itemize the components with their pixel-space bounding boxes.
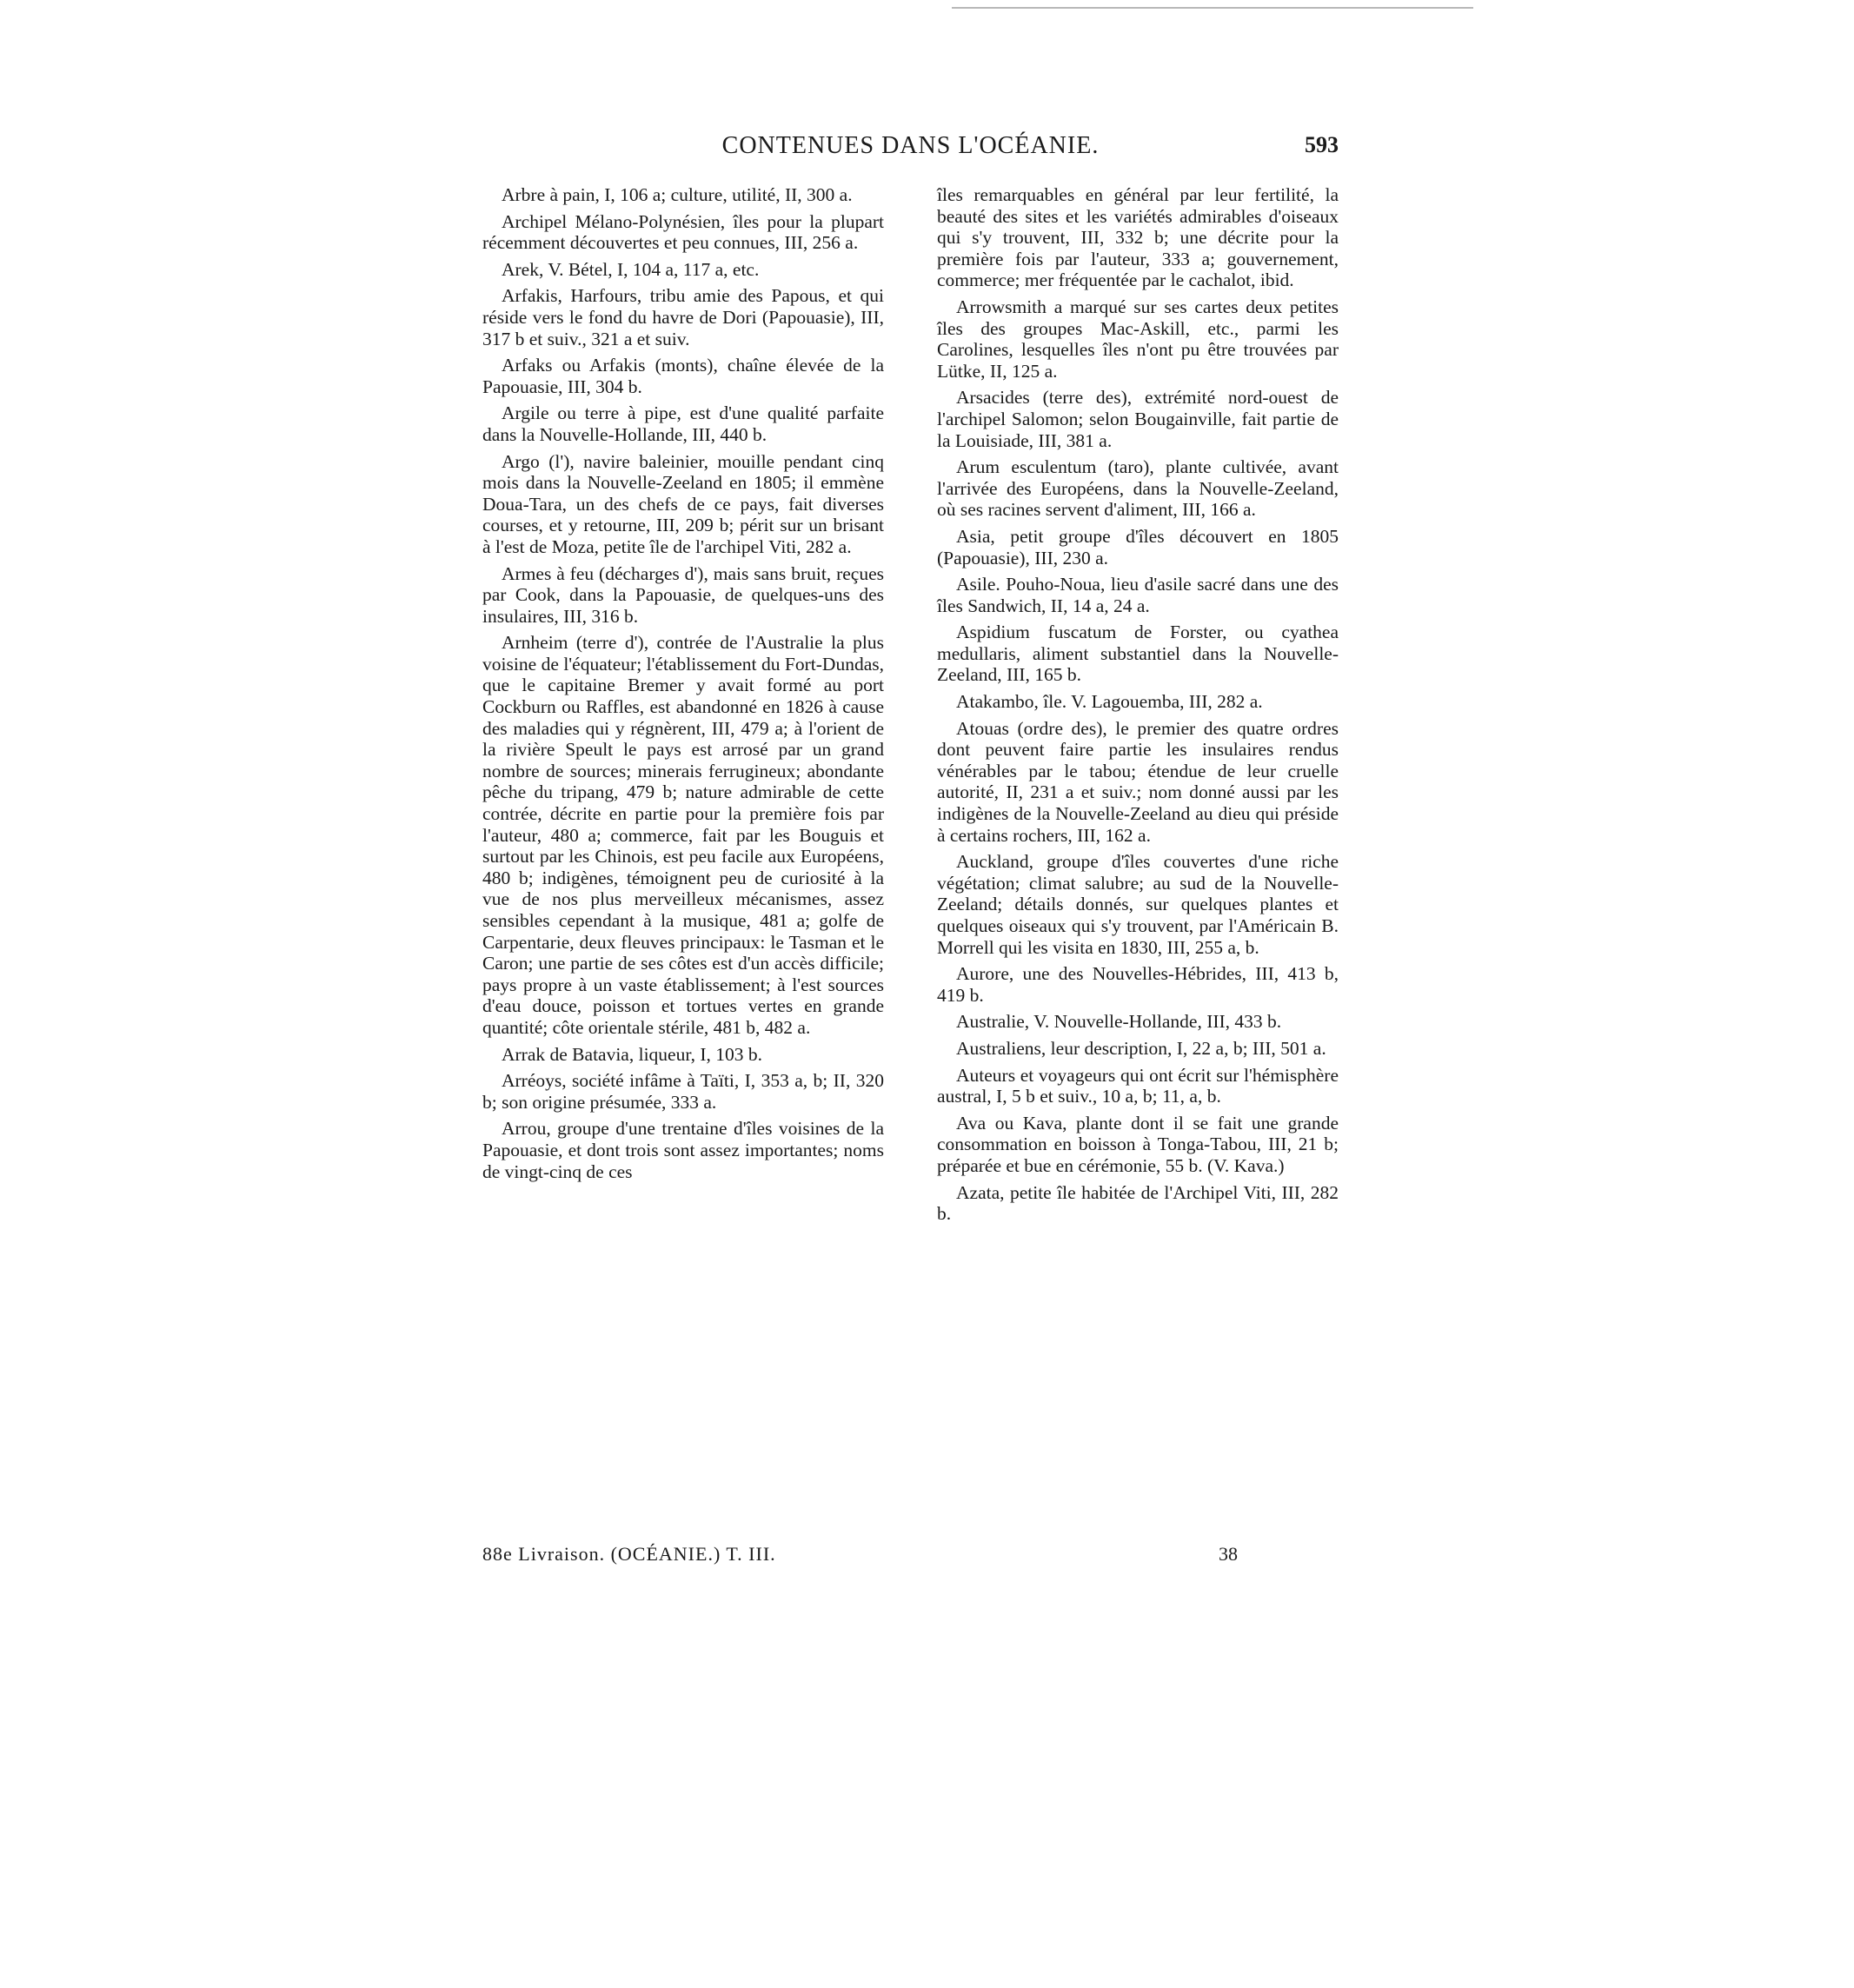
running-head xyxy=(482,122,1339,163)
index-entry: Australiens, leur description, I, 22 a, b; III, 501 a. xyxy=(956,1037,1326,1059)
index-entry: Arsacides (terre des), extrémité nord-ouest de l'archipel Salomon; selon Bougainville, fait partie de la Louisiade, III, 381 a. xyxy=(937,387,1339,451)
printer-signature: 88e Livraison. (OCÉANIE.) T. III. xyxy=(482,1543,776,1565)
page-footer xyxy=(482,1543,1339,1572)
index-entry: Armes à feu (décharges d'), mais sans bruit, reçues par Cook, dans la Papouasie, de quelques-uns des insulaires, III, 316 b. xyxy=(482,562,884,627)
running-title: CONTENUES DANS L'OCÉANIE. xyxy=(721,132,1100,159)
index-entry: Arek, V. Bétel, I, 104 a, 117 a, etc. xyxy=(502,258,760,280)
index-entry: Ava ou Kava, plante dont il se fait une grande consommation en boisson à Tonga-Tabou, III, 21 b; préparée et bue en cérémonie, 55 b. (V. Kava.) xyxy=(937,1112,1339,1176)
index-entry: Asile. Pouho-Noua, lieu d'asile sacré dans une des îles Sandwich, II, 14 a, 24 a. xyxy=(937,574,1339,616)
index-entry: Arfaks ou Arfakis (monts), chaîne élevée de la Papouasie, III, 304 b. xyxy=(482,355,884,397)
index-entry: Argo (l'), navire baleinier, mouille pendant cinq mois dans la Nouvelle-Zeeland en 1805; il emmène Doua-Tara, un des chefs de ce pays, fait diverses courses, et y retourne, III, 209 b; périt sur un brisant à l'est de Moza, petite île de l'archipel Viti, 282 a. xyxy=(482,450,884,557)
index-entry: Arfakis, Harfours, tribu amie des Papous, et qui réside vers le fond du havre de Dori (Papouasie), III, 317 b et suiv., 321 a et suiv. xyxy=(482,285,884,349)
scan-edge-rule xyxy=(952,7,1473,9)
document-page xyxy=(482,122,1339,1565)
index-entry: Atouas (ordre des), le premier des quatre ordres dont peuvent faire partie les insulaires rendus vénérables par le tabou; étendue de leur cruelle autorité, II, 231 a et suiv.; nom donné aussi par les indigènes de la Nouvelle-Zeeland au dieu qui préside à certains rochers, III, 162 a. xyxy=(937,717,1339,846)
index-entry: Arum esculentum (taro), plante cultivée, avant l'arrivée des Européens, dans la Nouvelle-Zeeland, où ses racines servent d'aliment, III, 166 a. xyxy=(937,456,1339,521)
index-entry: Aurore, une des Nouvelles-Hébrides, III, 413 b, 419 b. xyxy=(937,963,1339,1006)
index-entry: Arbre à pain, I, 106 a; culture, utilité, II, 300 a. xyxy=(502,184,853,205)
index-entry: Auckland, groupe d'îles couvertes d'une riche végétation; climat salubre; au sud de la Nouvelle-Zeeland; détails donnés, sur quelques plantes et quelques oiseaux qui s'y trouvent, par l'Américain B. Morrell qui les visita en 1830, III, 255 a, b. xyxy=(937,851,1339,958)
index-entry: Asia, petit groupe d'îles découvert en 1805 (Papouasie), III, 230 a. xyxy=(937,525,1339,568)
index-entry: Arrou, groupe d'une trentaine d'îles voisines de la Papouasie, et dont trois sont assez importantes; noms de vingt-cinq de ces xyxy=(482,1118,884,1182)
index-entry: Auteurs et voyageurs qui ont écrit sur l'hémisphère austral, I, 5 b et suiv., 10 a, b; 11, a, b. xyxy=(937,1064,1339,1107)
index-entry: Azata, petite île habitée de l'Archipel Viti, III, 282 b. xyxy=(937,1181,1339,1225)
index-entry: Arnheim (terre d'), contrée de l'Australie la plus voisine de l'équateur; l'établissement du Fort-Dundas, que le capitaine Bremer y avait formé au port Cockburn ou Raffles, est abandonné en 1826 à cause des maladies qui y régnèrent, III, 479 a; à l'orient de la rivière Speult le pays est arrosé par un grand nombre de sources; minerais ferrugineux; abondante pêche du tripang, 479 b; nature admirable de cette contrée, décrite en partie pour la première fois par l'auteur, 480 a; commerce, fait par les Bouguis et surtout par les Chinois, est peu facile aux Européens, 480 b; indigènes, témoignent peu de curiosité à la vue de nos plus merveilleux mécanismes, assez sensibles cependant à la musique, 481 a; golfe de Carpentarie, deux fleuves principaux: le Tasman et le Caron; une partie de ses côtes est d'un accès difficile; pays propre à un vaste établissement; à l'est sources d'eau douce, poisson et tortues vertes en grande quantité; côte orientale stérile, 481 b, 482 a. xyxy=(482,632,884,1038)
right-column xyxy=(937,184,1339,1230)
index-entry: Arrak de Batavia, liqueur, I, 103 b. xyxy=(502,1043,763,1065)
page-number: 593 xyxy=(1305,132,1339,157)
index-entry: Australie, V. Nouvelle-Hollande, III, 433 b. xyxy=(956,1011,1282,1033)
index-entry: Atakambo, île. V. Lagouemba, III, 282 a. xyxy=(956,691,1263,713)
left-column xyxy=(482,184,884,1187)
index-entry: Aspidium fuscatum de Forster, ou cyathea medullaris, aliment substantiel dans la Nouvelle-Zeeland, III, 165 b. xyxy=(937,622,1339,686)
index-entry: Archipel Mélano-Polynésien, îles pour la plupart récemment découvertes et peu connues, III, 256 a. xyxy=(482,210,884,254)
index-entry: Argile ou terre à pipe, est d'une qualité parfaite dans la Nouvelle-Hollande, III, 440 b. xyxy=(482,402,884,445)
index-entry: Arrowsmith a marqué sur ses cartes deux petites îles des groupes Mac-Askill, etc., parmi les Carolines, lesquelles îles n'ont pu être trouvées par Lütke, II, 125 a. xyxy=(937,296,1339,382)
index-entry: îles remarquables en général par leur fertilité, la beauté des sites et les variétés admirables d'oiseaux qui s'y trouvent, III, 332 b; une décrite pour la première fois par l'auteur, 333 a; gouvernement, commerce; mer fréquentée par le cachalot, ibid. xyxy=(937,184,1339,291)
index-entry: Arréoys, société infâme à Taïti, I, 353 a, b; II, 320 b; son origine présumée, 333 a. xyxy=(482,1070,884,1113)
sheet-number: 38 xyxy=(1219,1543,1238,1565)
